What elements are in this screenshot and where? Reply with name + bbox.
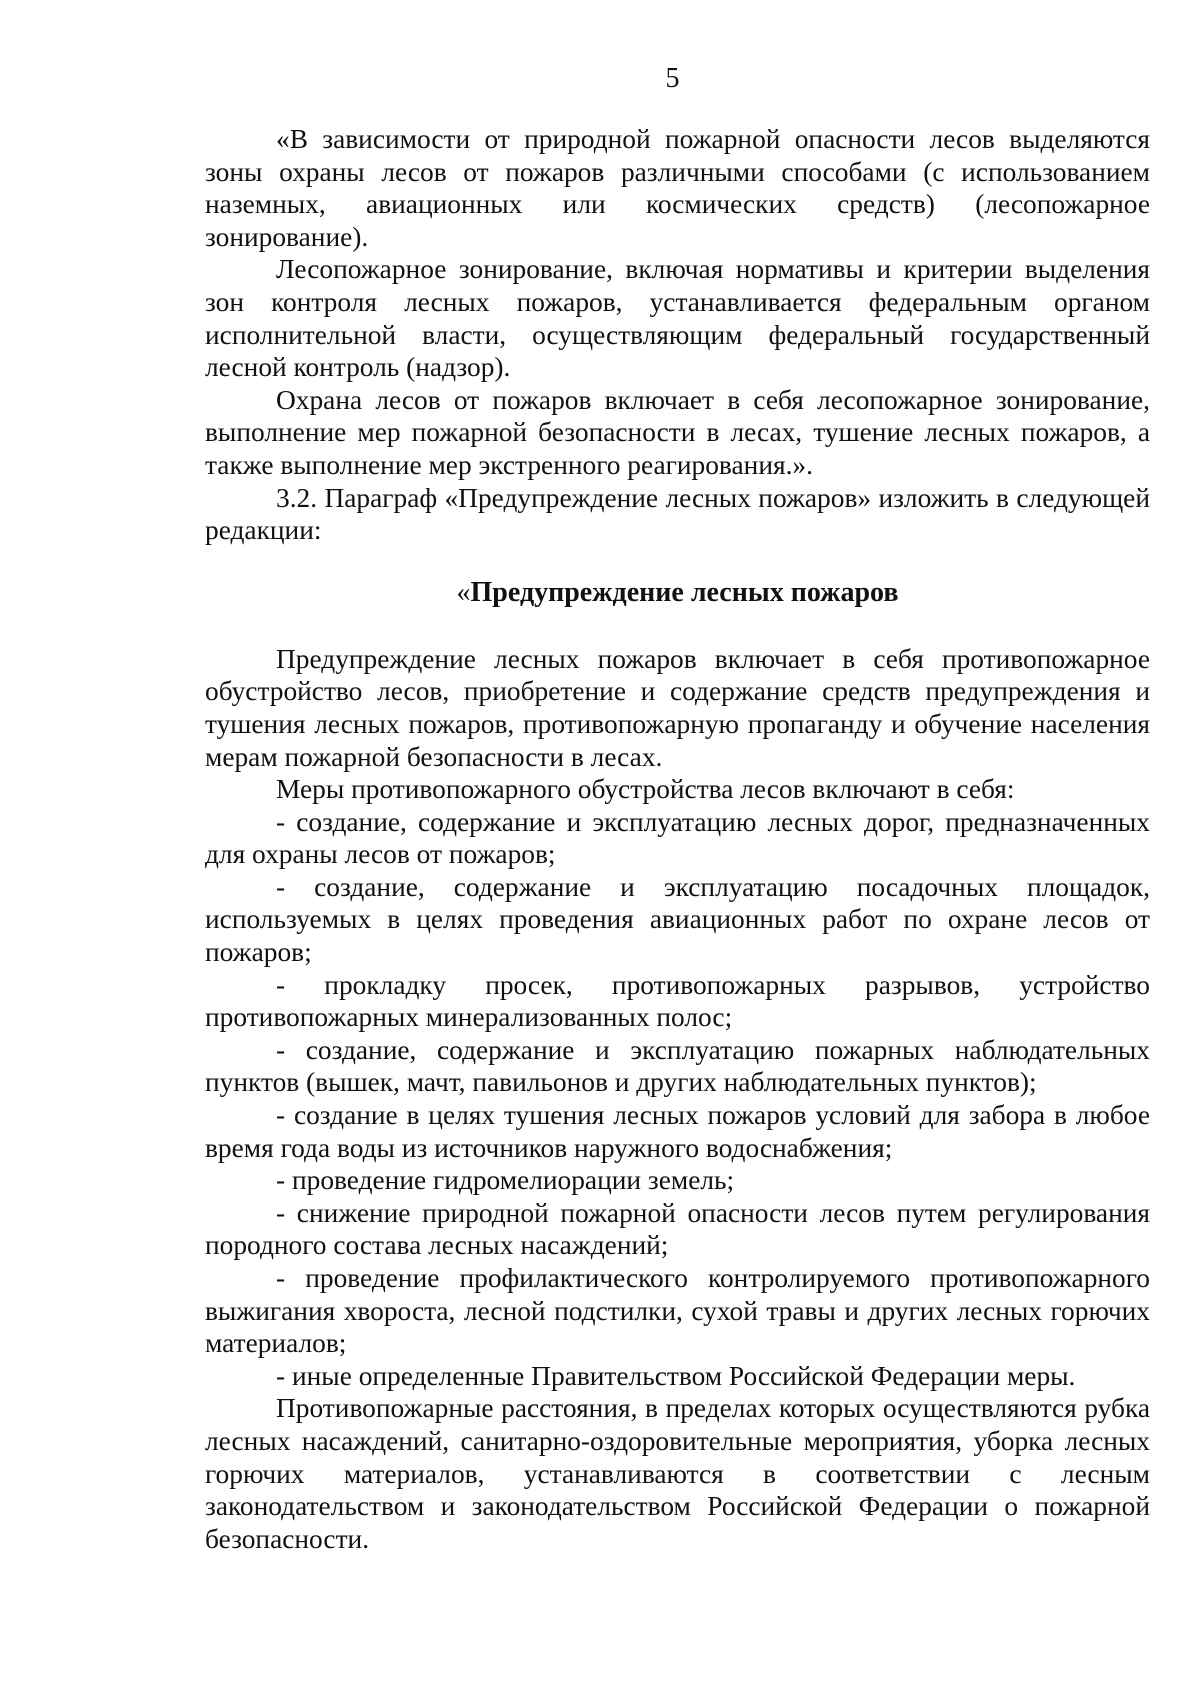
paragraph-fire-protection: Охрана лесов от пожаров включает в себя лесопожарное зонирование, выполнение мер пожарной безопасности в лесах, тушение лесных пожаров, а также выполнение мер экстренного реагирования.».	[205, 384, 1150, 480]
list-item-species-composition: - снижение природной пожарной опасности лесов путем регулирования породного состава лесных насаждений;	[205, 1197, 1150, 1261]
paragraph-measures-intro: Меры противопожарного обустройства лесов включают в себя:	[276, 774, 1015, 805]
paragraph-zoning-standards: Лесопожарное зонирование, включая нормативы и критерии выделения зон контроля лесных пожаров, устанавливается федеральным органом исполнительной власти, осуществляющим федеральный государственный лесной контроль (надзор).	[205, 254, 1150, 383]
list-item-hydromelioration: - проведение гидромелиорации земель;	[276, 1165, 735, 1196]
document-body	[205, 123, 1150, 1555]
heading-text: Предупреждение лесных пожаров	[470, 576, 899, 608]
section-heading	[205, 576, 1150, 610]
paragraph-amendment-3-2: 3.2. Параграф «Предупреждение лесных пожаров» изложить в следующей редакции:	[205, 482, 1150, 546]
list-item-controlled-burning: - проведение профилактического контролируемого противопожарного выжигания хвороста, лесной подстилки, сухой травы и других лесных горючих материалов;	[205, 1263, 1150, 1359]
list-item-clearings: - прокладку просек, противопожарных разрывов, устройство противопожарных минерализованных полос;	[205, 969, 1150, 1033]
paragraph-zoning-intro: «В зависимости от природной пожарной опасности лесов выделяются зоны охраны лесов от пожаров различными способами (с использованием наземных, авиационных или космических средств) (лесопожарное зонирование).	[205, 124, 1150, 252]
list-item-other-measures: - иные определенные Правительством Российской Федерации меры.	[276, 1360, 1076, 1391]
list-item-landing-sites: - создание, содержание и эксплуатацию посадочных площадок, используемых в целях проведения авиационных работ по охране лесов от пожаров;	[205, 871, 1150, 968]
page-number: 5	[665, 63, 680, 94]
paragraph-prevention-definition: Предупреждение лесных пожаров включает в себя противопожарное обустройство лесов, приобретение и содержание средств предупреждения и тушения лесных пожаров, противопожарную пропаганду и обучение населения мерам пожарной безопасности в лесах.	[205, 643, 1150, 772]
list-item-observation-points: - создание, содержание и эксплуатацию пожарных наблюдательных пунктов (вышек, мачт, павильонов и других наблюдательных пунктов);	[205, 1034, 1150, 1098]
heading-quote: «	[456, 576, 471, 608]
list-item-water-supply: - создание в целях тушения лесных пожаров условий для забора в любое время года воды из источников наружного водоснабжения;	[205, 1100, 1150, 1163]
paragraph-fire-distances: Противопожарные расстояния, в пределах которых осуществляются рубка лесных насаждений, санитарно-оздоровительные мероприятия, уборка лесных горючих материалов, устанавливаются в соответствии с лесным законодательством и законодательством Российской Федерации о пожарной безопасности.	[205, 1393, 1150, 1554]
list-item-forest-roads: - создание, содержание и эксплуатацию лесных дорог, предназначенных для охраны лесов от пожаров;	[205, 806, 1150, 870]
